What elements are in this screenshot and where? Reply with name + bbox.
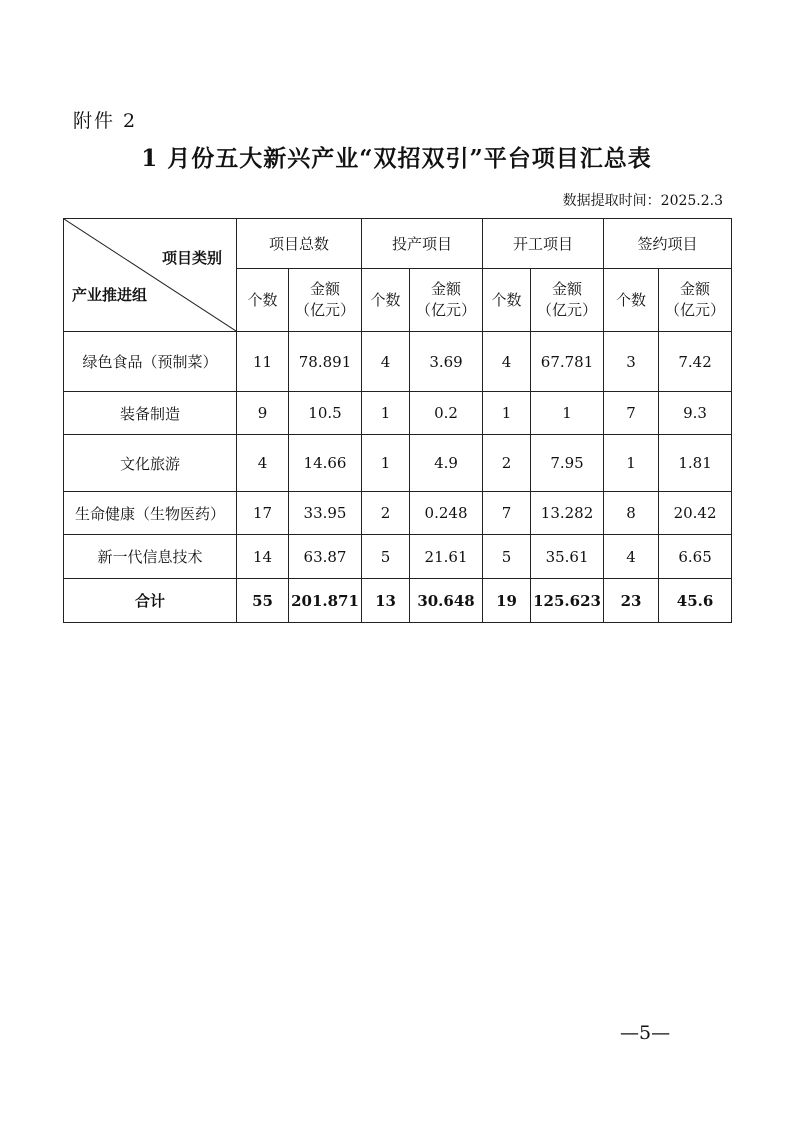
header-corner-cell (64, 219, 237, 332)
subheader-amount-line2: （亿元） (665, 301, 726, 319)
extract-date: 数据提取时间：2025.2.3 (562, 193, 723, 209)
count-cell: 4 (237, 435, 289, 492)
count-cell: 4 (362, 332, 410, 392)
subheader-amount-line1: 金额 (680, 280, 711, 298)
amount-cell: 1 (531, 392, 604, 435)
count-cell: 14 (237, 535, 289, 579)
count-cell: 1 (483, 392, 531, 435)
amount-cell: 10.5 (289, 392, 362, 435)
count-cell: 4 (604, 535, 659, 579)
amount-cell: 4.9 (410, 435, 483, 492)
diagonal-divider (64, 219, 236, 331)
subheader-amount-line1: 金额 (552, 280, 583, 298)
amount-cell: 35.61 (531, 535, 604, 579)
subheader-amount (531, 269, 604, 332)
count-cell: 5 (362, 535, 410, 579)
subheader-count: 个数 (237, 269, 289, 332)
subheader-amount (659, 269, 732, 332)
attachment-label: 附件 2 (73, 110, 138, 132)
subheader-amount-line2: （亿元） (537, 301, 598, 319)
amount-cell: 14.66 (289, 435, 362, 492)
subheader-count: 个数 (483, 269, 531, 332)
table-row (64, 435, 732, 492)
count-cell: 11 (237, 332, 289, 392)
count-cell: 9 (237, 392, 289, 435)
industry-name: 绿色食品（预制菜） (64, 332, 237, 392)
corner-label-group: 产业推进组 (72, 286, 148, 304)
industry-name: 文化旅游 (64, 435, 237, 492)
count-cell: 2 (483, 435, 531, 492)
count-cell: 8 (604, 492, 659, 535)
page-number: —5— (620, 1022, 671, 1044)
count-cell: 7 (483, 492, 531, 535)
subheader-count: 个数 (362, 269, 410, 332)
count-cell: 19 (483, 579, 531, 623)
group-header-construction: 开工项目 (483, 219, 604, 269)
amount-cell: 7.42 (659, 332, 732, 392)
amount-cell: 20.42 (659, 492, 732, 535)
subheader-amount-line1: 金额 (310, 280, 341, 298)
industry-name: 生命健康（生物医药） (64, 492, 237, 535)
amount-cell: 7.95 (531, 435, 604, 492)
corner-label-category: 项目类别 (161, 249, 222, 267)
amount-cell: 0.248 (410, 492, 483, 535)
summary-table (63, 218, 732, 623)
count-cell: 13 (362, 579, 410, 623)
total-row (64, 579, 732, 623)
amount-cell: 30.648 (410, 579, 483, 623)
subheader-amount-line2: （亿元） (295, 301, 356, 319)
group-header-total: 项目总数 (237, 219, 362, 269)
count-cell: 2 (362, 492, 410, 535)
table-row (64, 535, 732, 579)
group-header-signed: 签约项目 (604, 219, 732, 269)
count-cell: 1 (362, 392, 410, 435)
subheader-amount-line2: （亿元） (416, 301, 477, 319)
document-title: 1 月份五大新兴产业“双招双引”平台项目汇总表 (141, 145, 652, 172)
count-cell: 17 (237, 492, 289, 535)
industry-name: 装备制造 (64, 392, 237, 435)
table-row (64, 492, 732, 535)
subheader-amount-line1: 金额 (431, 280, 462, 298)
amount-cell: 0.2 (410, 392, 483, 435)
amount-cell: 13.282 (531, 492, 604, 535)
amount-cell: 33.95 (289, 492, 362, 535)
amount-cell: 78.891 (289, 332, 362, 392)
amount-cell: 6.65 (659, 535, 732, 579)
subheader-amount (410, 269, 483, 332)
subheader-amount (289, 269, 362, 332)
group-header-production: 投产项目 (362, 219, 483, 269)
amount-cell: 9.3 (659, 392, 732, 435)
amount-cell: 1.81 (659, 435, 732, 492)
amount-cell: 67.781 (531, 332, 604, 392)
amount-cell: 21.61 (410, 535, 483, 579)
table-row (64, 332, 732, 392)
count-cell: 23 (604, 579, 659, 623)
count-cell: 3 (604, 332, 659, 392)
count-cell: 5 (483, 535, 531, 579)
amount-cell: 63.87 (289, 535, 362, 579)
count-cell: 4 (483, 332, 531, 392)
total-label: 合计 (64, 579, 237, 623)
count-cell: 1 (362, 435, 410, 492)
amount-cell: 3.69 (410, 332, 483, 392)
amount-cell: 125.623 (531, 579, 604, 623)
subheader-count: 个数 (604, 269, 659, 332)
amount-cell: 201.871 (289, 579, 362, 623)
table-row (64, 392, 732, 435)
amount-cell: 45.6 (659, 579, 732, 623)
count-cell: 1 (604, 435, 659, 492)
count-cell: 55 (237, 579, 289, 623)
count-cell: 7 (604, 392, 659, 435)
industry-name: 新一代信息技术 (64, 535, 237, 579)
